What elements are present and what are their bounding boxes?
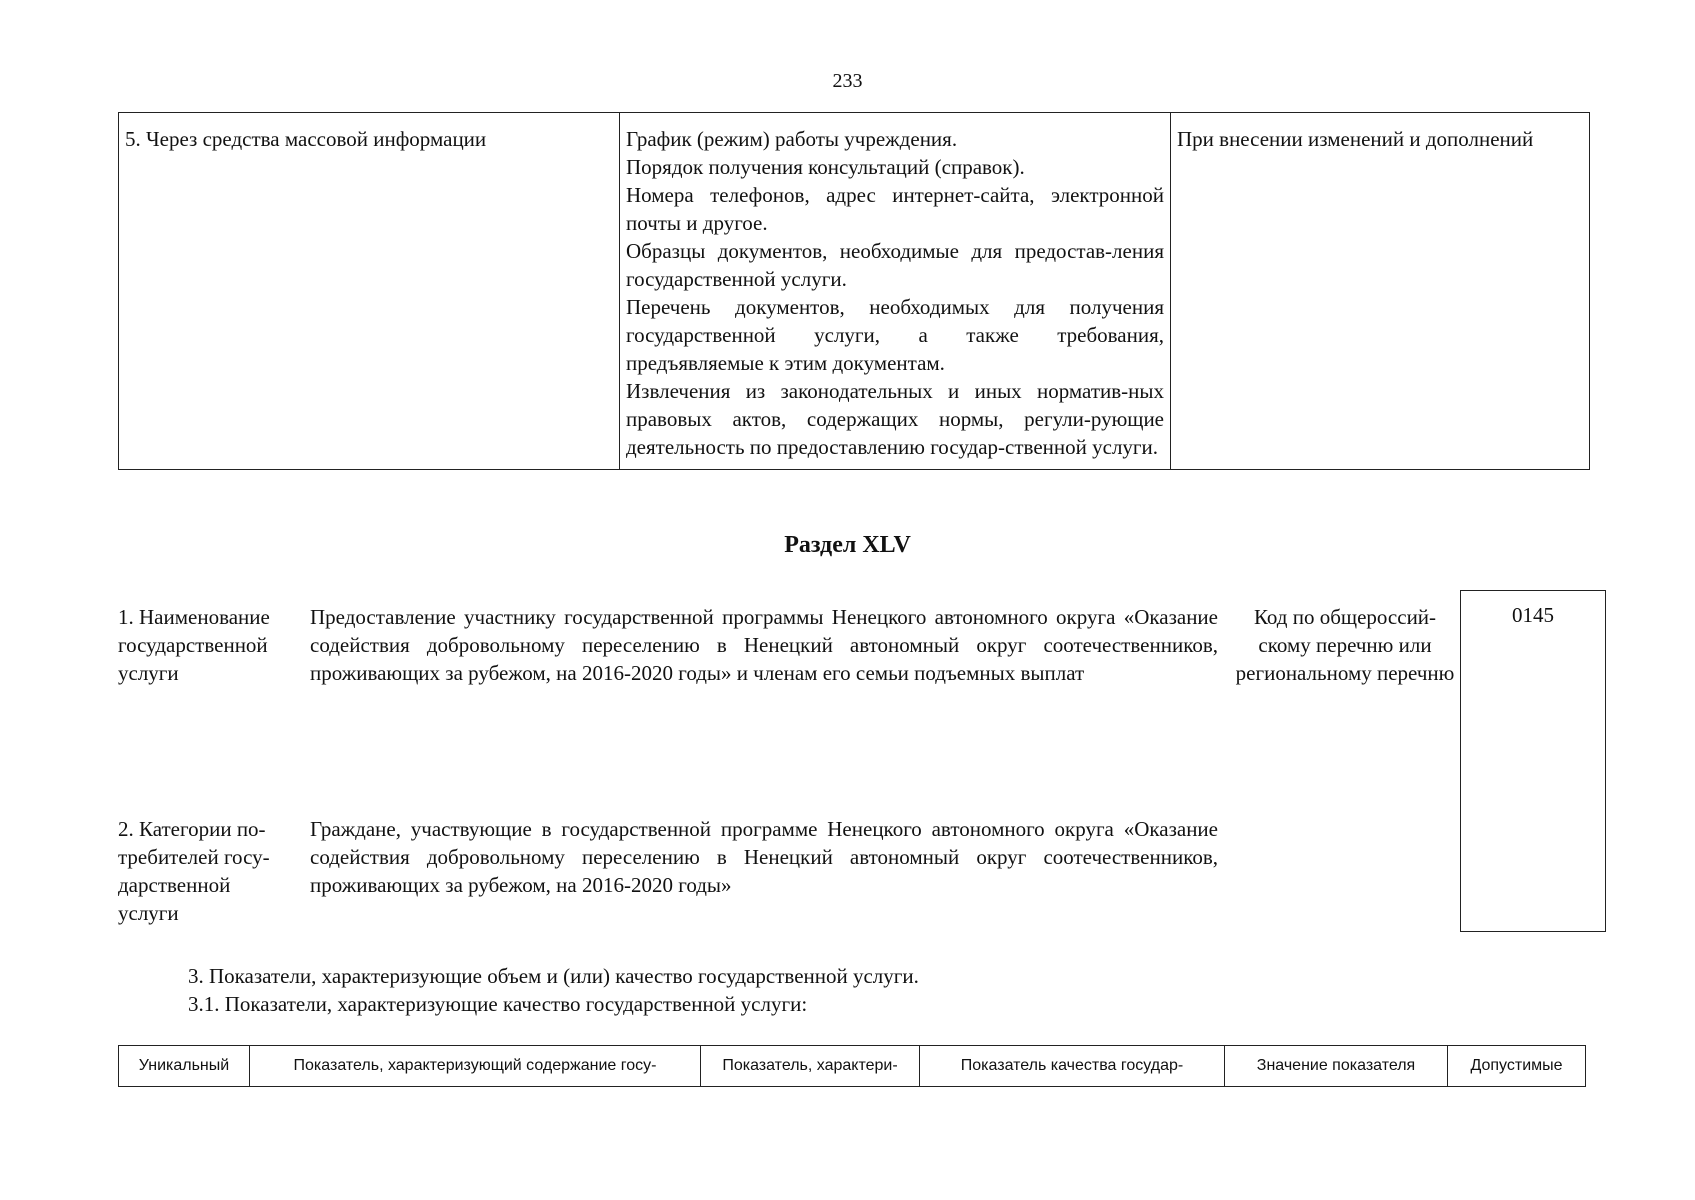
code-value-box: 0145 — [1460, 590, 1606, 932]
service-name-label: 1. Наименование государственной услуги — [118, 605, 270, 685]
content-line: График (режим) работы учреждения. — [626, 127, 958, 151]
content-line: Перечень документов, необходимых для получения государственной услуги, а также требования, предъявляемые к этим документам. — [626, 295, 1164, 375]
column-header: Допустимые — [1448, 1046, 1586, 1087]
content-line: Извлечения из законодательных и иных норматив-ных правовых актов, содержащих нормы, регули-рующие деятельность по предоставлению государ-ственной услуги. — [626, 379, 1164, 459]
table-row — [119, 113, 1590, 470]
column-header: Показатель, характери- — [701, 1046, 920, 1087]
info-source-cell: 5. Через средства массовой информации — [119, 113, 620, 470]
page-number: 233 — [832, 70, 863, 92]
info-content-cell — [620, 113, 1171, 470]
info-table — [118, 112, 1590, 470]
content-line: Номера телефонов, адрес интернет-сайта, электронной почты и другое. — [626, 183, 1164, 235]
quality-indicators-heading: 3.1. Показатели, характеризующие качество государственной услуги: — [188, 992, 808, 1016]
content-line: Порядок получения консультаций (справок). — [626, 155, 1025, 179]
column-header: Уникальный — [119, 1046, 250, 1087]
quality-indicators-table — [118, 1045, 1586, 1087]
content-line: Образцы документов, необходимые для предостав-ления государственной услуги. — [626, 239, 1164, 291]
column-header: Показатель качества государ- — [920, 1046, 1225, 1087]
code-label: Код по общероссий-скому перечню или региональному перечню — [1235, 605, 1455, 685]
table-header-row — [119, 1046, 1586, 1087]
section-title: Раздел XLV — [784, 532, 911, 558]
column-header: Показатель, характеризующий содержание госу- — [250, 1046, 701, 1087]
consumers-label: 2. Категории по-требителей госу-дарственной услуги — [118, 817, 270, 925]
indicators-heading: 3. Показатели, характеризующие объем и (или) качество государственной услуги. — [188, 964, 919, 988]
info-frequency-cell: При внесении изменений и дополнений — [1171, 113, 1590, 470]
column-header: Значение показателя — [1225, 1046, 1448, 1087]
service-name-value: Предоставление участнику государственной программы Ненецкого автономного округа «Оказание содействия добровольному переселению в Ненецкий автономный округ соотечественников, проживающих за рубежом, на 2016-2020 годы» и членам его семьи подъемных выплат — [310, 605, 1218, 685]
consumers-value: Граждане, участвующие в государственной программе Ненецкого автономного округа «Оказание содействия добровольному переселению в Ненецкий автономный округ соотечественников, проживающих за рубежом, на 2016-2020 годы» — [310, 817, 1218, 897]
